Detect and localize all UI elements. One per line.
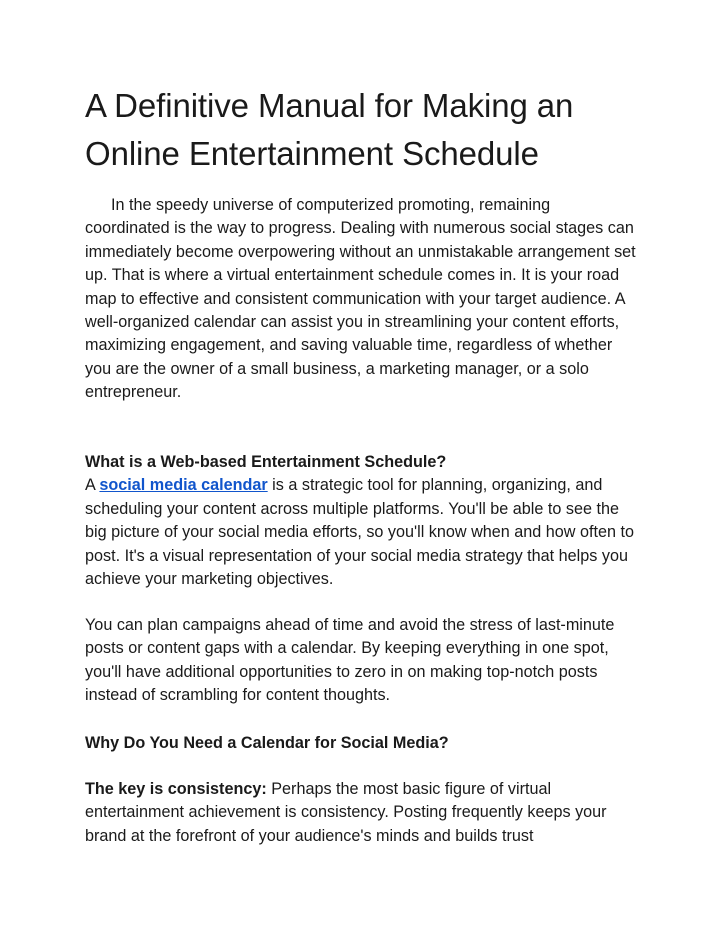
plan-campaigns-paragraph: You can plan campaigns ahead of time and avoid the stress of last-minute posts or content gaps with a calendar. By keeping everything in one spot, you'll have additional opportunities to zero in on making top-notch posts instead of scrambling for content thoughts. [85, 616, 615, 705]
document-title: A Definitive Manual for Making an Online Entertainment Schedule [85, 87, 574, 172]
consistency-lead: The key is consistency: [85, 780, 267, 798]
social-media-calendar-link[interactable]: social media calendar [99, 476, 268, 495]
section-heading-what-is: What is a Web-based Entertainment Schedule? [85, 453, 447, 471]
consistency-body: Perhaps the most basic figure of virtual entertainment achievement is consistency. Posting frequently keeps your brand at the forefront of your audience's minds and builds trust [85, 780, 607, 845]
section-heading-why-need: Why Do You Need a Calendar for Social Media? [85, 734, 449, 752]
consistency-paragraph [85, 778, 637, 848]
section-what-is-paragraph [85, 474, 637, 591]
section-what-is [85, 451, 637, 591]
section-what-is-lead: A [85, 476, 100, 495]
section-what-is-body: is a strategic tool for planning, organizing, and scheduling your content across multiple platforms. You'll be able to see the big picture of your social media efforts, so you'll know when and how often to post. It's a visual representation of your social media strategy that helps you achieve your marketing objectives. [85, 476, 634, 589]
intro-paragraph: In the speedy universe of computerized promoting, remaining coordinated is the way to progress. Dealing with numerous social stages can immediately become overpowering without an unmistakable arrangement set up. That is where a virtual entertainment schedule comes in. It is your road map to effective and consistent communication with your target audience. A well-organized calendar can assist you in streamlining your content efforts, maximizing engagement, and saving valuable time, regardless of whether you are the owner of a small business, a marketing manager, or a solo entrepreneur. [85, 196, 636, 402]
